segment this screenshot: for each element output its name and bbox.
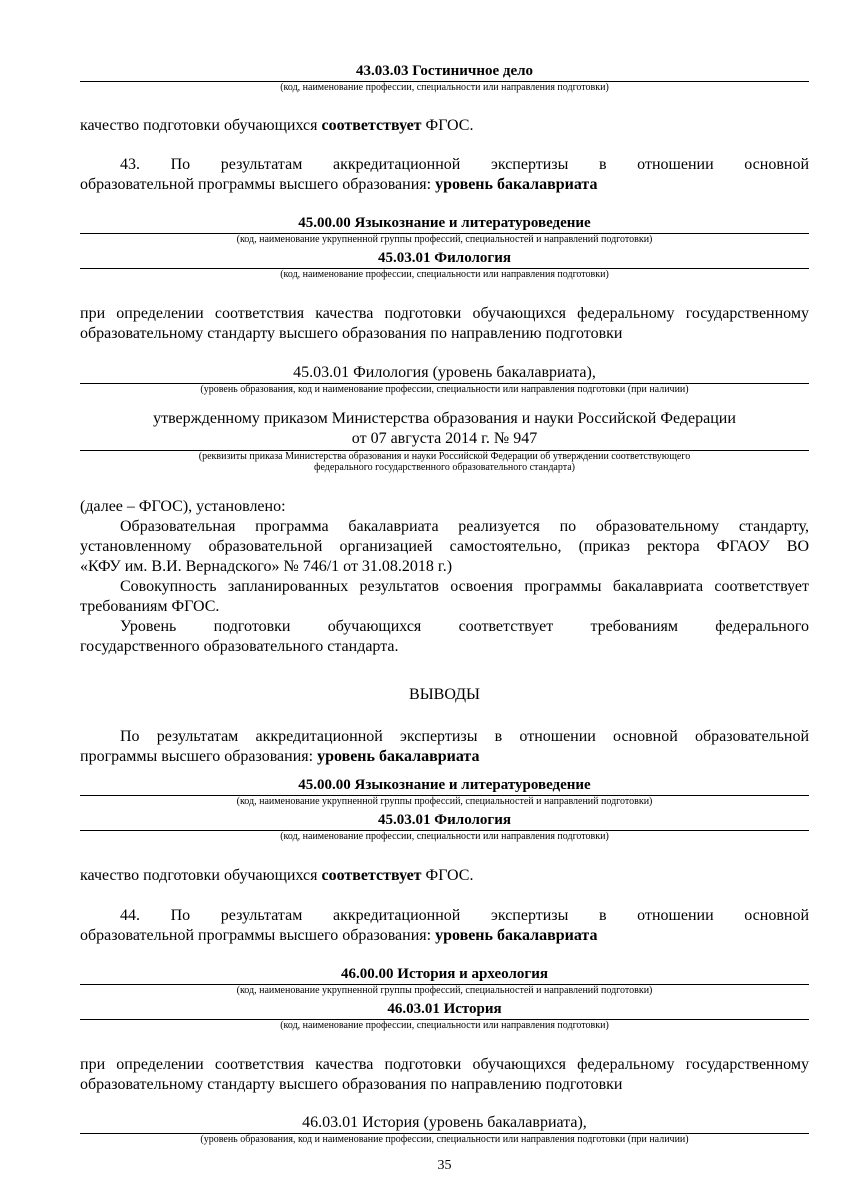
level-caption: (уровень образования, код и наименование профессии, специальности или направления подготовки (при наличии)	[80, 1133, 809, 1146]
group-caption: (код, наименование укрупненной группы профессий, специальностей и направлений подготовки)	[80, 984, 809, 997]
level-caption: (уровень образования, код и наименование профессии, специальности или направления подготовки (при наличии)	[80, 383, 809, 396]
paragraph-3-line2: государственного образовательного стандарта.	[80, 638, 399, 655]
item-44-line2: образовательной программы высшего образования: уровень бакалавриата	[80, 927, 598, 944]
paragraph-1-line2: установленному образовательной организацией самостоятельно, (приказ ректора ФГАОУ ВО	[80, 538, 809, 555]
group-title: 46.00.00 История и археология	[341, 966, 548, 982]
order-caption-line1: (реквизиты приказа Министерства образования и науки Российской Федерации об утверждении соответствующего	[80, 450, 809, 463]
level-line: 45.03.01 Филология (уровень бакалавриата),	[293, 364, 596, 381]
paragraph-1-line1: Образовательная программа бакалавриата реализуется по образовательному стандарту,	[120, 518, 809, 535]
program-caption: (код, наименование профессии, специальности или направления подготовки)	[80, 830, 809, 843]
item-43-line1: 43. По результатам аккредитационной экспертизы в отношении основной	[120, 156, 809, 173]
program-title: 46.03.01 История	[387, 1001, 502, 1017]
paragraph-2-line2: требованиям ФГОС.	[80, 598, 220, 615]
order-line1: утвержденному приказом Министерства образования и науки Российской Федерации	[153, 410, 736, 427]
established-line: (далее – ФГОС), установлено:	[80, 498, 286, 515]
group-title: 45.00.00 Языкознание и литературоведение	[298, 215, 591, 231]
level-line: 46.03.01 История (уровень бакалавриата),	[302, 1114, 587, 1131]
program-caption: (код, наименование профессии, специальности или направления подготовки)	[80, 1019, 809, 1032]
program-caption: (код, наименование профессии, специальности или направления подготовки)	[80, 268, 809, 281]
quality-statement: качество подготовки обучающихся соответствует ФГОС.	[80, 117, 474, 134]
order-caption-line2: федерального государственного образовательного стандарта)	[314, 462, 575, 473]
paragraph-2-line1: Совокупность запланированных результатов освоения программы бакалавриата соответствует	[120, 578, 809, 595]
conclusions-line2: программы высшего образования: уровень бакалавриата	[80, 748, 480, 765]
group-caption: (код, наименование укрупненной группы профессий, специальностей и направлений подготовки)	[80, 233, 809, 246]
program-caption: (код, наименование профессии, специальности или направления подготовки)	[80, 81, 809, 94]
item-43-line2: образовательной программы высшего образования: уровень бакалавриата	[80, 176, 598, 193]
program-title: 45.03.01 Филология	[378, 812, 511, 828]
conclusions-heading: ВЫВОДЫ	[409, 686, 480, 703]
item-44-line1: 44. По результатам аккредитационной экспертизы в отношении основной	[120, 907, 809, 924]
conformity-line1: при определении соответствия качества подготовки обучающихся федеральному государственному	[80, 305, 809, 322]
program-title: 43.03.03 Гостиничное дело	[355, 63, 534, 79]
conformity-line1: при определении соответствия качества подготовки обучающихся федеральному государственному	[80, 1056, 809, 1073]
quality-statement: качество подготовки обучающихся соответствует ФГОС.	[80, 867, 474, 884]
paragraph-3-line1: Уровень подготовки обучающихся соответствует требованиям федерального	[120, 618, 809, 635]
conformity-line2: образовательному стандарту высшего образования по направлению подготовки	[80, 325, 623, 342]
order-line2: от 07 августа 2014 г. № 947	[351, 430, 538, 447]
program-title: 45.03.01 Филология	[378, 250, 511, 266]
page-number: 35	[437, 1158, 452, 1173]
paragraph-1-line3: «КФУ им. В.И. Вернадского» № 746/1 от 31.08.2018 г.)	[80, 558, 453, 575]
conclusions-line1: По результатам аккредитационной экспертизы в отношении основной образовательной	[120, 728, 809, 745]
group-title: 45.00.00 Языкознание и литературоведение	[298, 777, 591, 793]
group-caption: (код, наименование укрупненной группы профессий, специальностей и направлений подготовки)	[80, 795, 809, 808]
conformity-line2: образовательному стандарту высшего образования по направлению подготовки	[80, 1076, 623, 1093]
